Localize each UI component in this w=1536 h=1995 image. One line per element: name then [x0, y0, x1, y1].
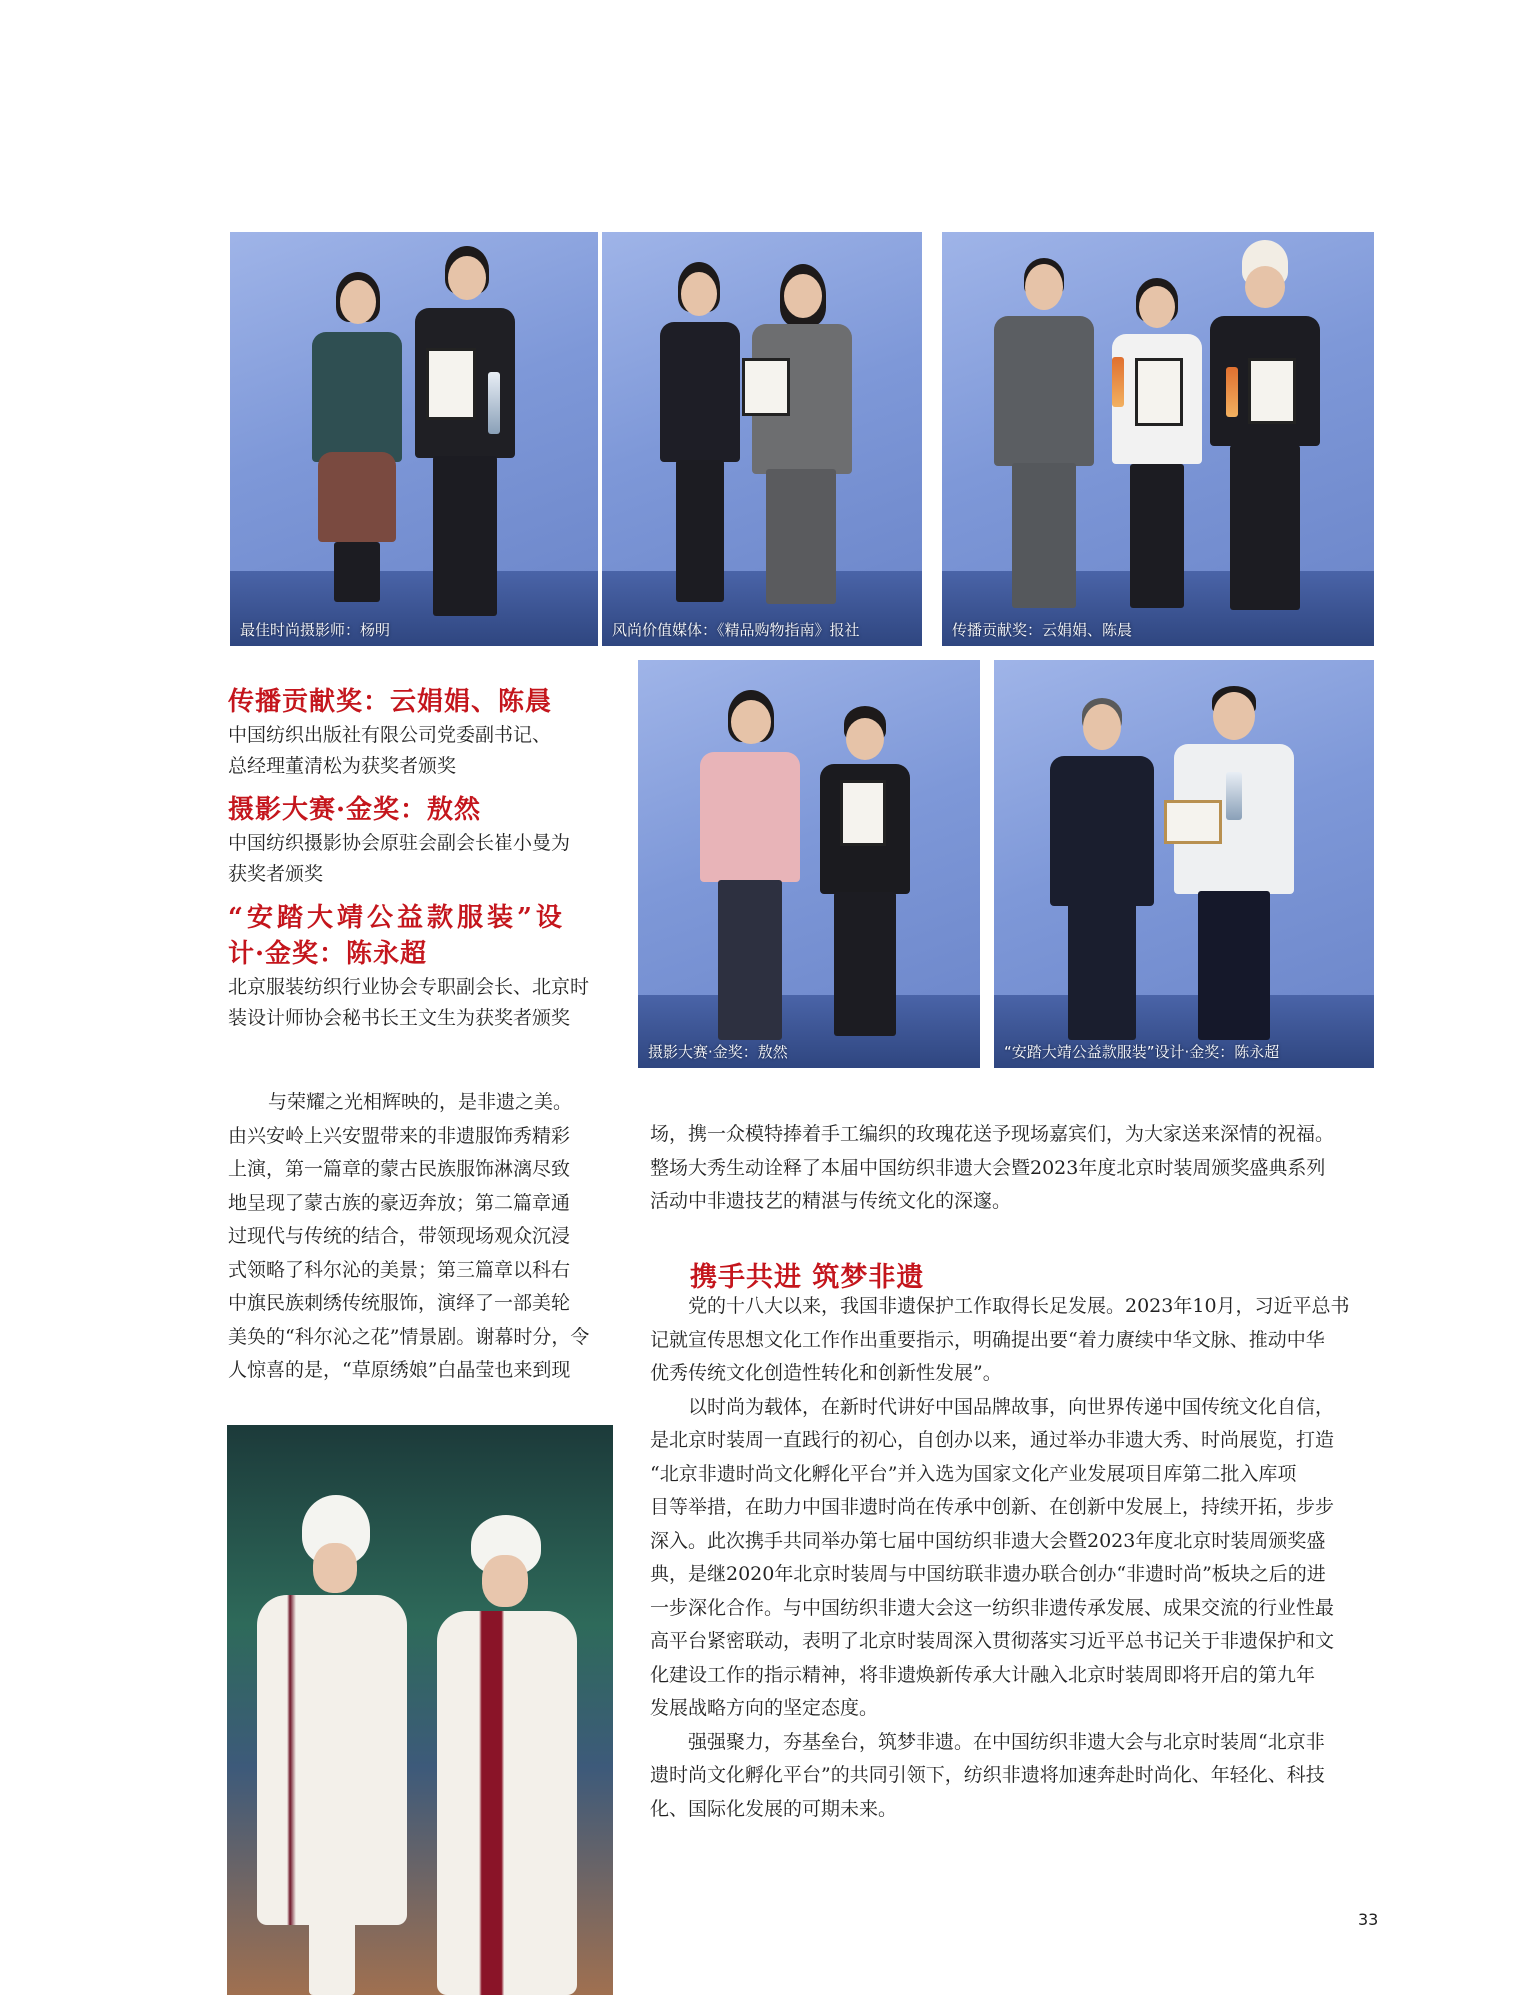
- text-line: 优秀传统文化创造性转化和创新性发展”。: [650, 1362, 1002, 1384]
- text-line: 一步深化合作。与中国纺织非遗大会这一纺织非遗传承发展、成果交流的行业性最: [650, 1596, 1335, 1619]
- presenter-figure: [994, 258, 1094, 608]
- text-line: 式领略了科尔沁的美景；第三篇章以科右: [228, 1258, 571, 1281]
- award-certificate: [1135, 358, 1183, 426]
- text-line: 以时尚为载体，在新时代讲好中国品牌故事，向世界传递中国传统文化自信，: [688, 1395, 1335, 1418]
- winner-figure: [752, 264, 852, 604]
- runway-model-female: [437, 1515, 577, 1995]
- text-line: 发展战略方向的坚定态度。: [650, 1697, 879, 1719]
- text-line: 场，携一众模特捧着手工编织的玫瑰花送予现场嘉宾们，为大家送来深情的祝福。: [650, 1123, 1335, 1145]
- photo-best-photographer: [230, 232, 598, 646]
- award-desc-line: 中国纺织出版社有限公司党委副书记、: [228, 724, 552, 746]
- award-desc-line: 北京服装纺织行业协会专职副会长、北京时: [228, 976, 590, 998]
- award-certificate: [840, 780, 886, 846]
- presenter-figure: [1050, 698, 1154, 1040]
- award-title: 传播贡献奖：云娟娟、陈晨: [228, 687, 553, 717]
- trophy: [1226, 367, 1238, 417]
- photo-caption: 最佳时尚摄影师：杨明: [240, 621, 391, 639]
- award-desc-line: 获奖者颁奖: [228, 863, 324, 885]
- left-column-text: [228, 1086, 613, 1388]
- text-line: 典，是继2020年北京时装周与中国纺联非遗办联合创办“非遗时尚”板块之后的进: [650, 1563, 1326, 1585]
- award-desc-line: 总经理董清松为获奖者颁奖: [228, 755, 457, 777]
- text-line: “北京非遗时尚文化孵化平台”并入选为国家文化产业发展项目库第二批入库项: [650, 1462, 1297, 1485]
- runway-photo: [227, 1425, 613, 1995]
- photo-caption: “安踏大靖公益款服装”设计·金奖：陈永超: [1004, 1043, 1280, 1061]
- text-line: 过现代与传统的结合，带领现场观众沉浸: [228, 1225, 571, 1247]
- award-desc-line: 装设计师协会秘书长王文生为获奖者颁奖: [228, 1007, 571, 1029]
- text-line: 与荣耀之光相辉映的，是非遗之美。: [268, 1091, 573, 1113]
- text-line: 深入。此次携手共同举办第七届中国纺织非遗大会暨2023年度北京时装周颁奖盛: [650, 1529, 1326, 1552]
- text-line: 化建设工作的指示精神，将非遗焕新传承大计融入北京时装周即将开启的第九年: [650, 1663, 1316, 1686]
- text-line: 化、国际化发展的可期未来。: [650, 1797, 898, 1820]
- award-title: 摄影大赛·金奖：敖然: [228, 795, 482, 825]
- text-line: 中旗民族刺绣传统服饰，演绎了一部美轮: [228, 1292, 571, 1314]
- winner-figure: [1174, 686, 1294, 1040]
- text-line: 是北京时装周一直践行的初心，自创办以来，通过举办非遗大秀、时尚展览，打造: [650, 1429, 1335, 1451]
- text-line: 遗时尚文化孵化平台”的共同引领下，纺织非遗将加速奔赴时尚化、年轻化、科技: [650, 1764, 1325, 1786]
- text-line: 美奂的“科尔沁之花”情景剧。谢幕时分，令: [228, 1325, 590, 1348]
- winner-figure: [1112, 278, 1202, 608]
- right-column-text: [650, 1118, 1378, 1219]
- text-line: 上演，第一篇章的蒙古民族服饰淋漓尽致: [228, 1158, 571, 1180]
- photo-media-award: [602, 232, 922, 646]
- text-line: 由兴安岭上兴安盟带来的非遗服饰秀精彩: [228, 1124, 571, 1147]
- winner-figure: [415, 246, 515, 616]
- text-line: 记就宣传思想文化工作作出重要指示，明确提出要“着力赓续中华文脉、推动中华: [650, 1328, 1325, 1351]
- award-certificate: [1248, 358, 1296, 424]
- runway-model-male: [257, 1495, 407, 1995]
- award-desc-line: 中国纺织摄影协会原驻会副会长崔小曼为: [228, 832, 571, 854]
- winner-figure: [1210, 240, 1320, 610]
- award-title: 计·金奖：陈永超: [228, 939, 428, 969]
- text-line: 活动中非遗技艺的精湛与传统文化的深邃。: [650, 1190, 1012, 1212]
- section-heading: 携手共进 筑梦非遗: [690, 1262, 925, 1293]
- photo-communication-award: [942, 232, 1374, 646]
- award-certificate: [1164, 800, 1222, 844]
- presenter-figure: [312, 272, 402, 602]
- photo-caption: 传播贡献奖：云娟娟、陈晨: [952, 621, 1133, 639]
- photo-caption: 摄影大赛·金奖：敖然: [648, 1043, 788, 1061]
- winner-figure: [820, 706, 910, 1036]
- text-line: 目等举措，在助力中国非遗时尚在传承中创新、在创新中发展上，持续开拓，步步: [650, 1496, 1335, 1518]
- award-block-communication: [228, 684, 616, 782]
- photo-caption: 风尚价值媒体：《精品购物指南》报社: [612, 621, 860, 639]
- award-title: “安踏大靖公益款服装”设: [228, 903, 566, 933]
- photo-photography-gold: [638, 660, 980, 1068]
- trophy: [1226, 772, 1242, 820]
- page-number: 33: [1358, 1910, 1379, 1929]
- award-block-photography: [228, 792, 616, 890]
- text-line: 地呈现了蒙古族的豪迈奔放；第二篇章通: [228, 1191, 571, 1214]
- presenter-figure: [700, 690, 800, 1040]
- text-line: 强强聚力，夯基垒台，筑梦非遗。在中国纺织非遗大会与北京时装周“北京非: [688, 1730, 1325, 1753]
- section-body: [650, 1290, 1378, 1826]
- trophy: [488, 372, 500, 434]
- award-block-design: [228, 900, 616, 1034]
- text-line: 高平台紧密联动，表明了北京时装周深入贯彻落实习近平总书记关于非遗保护和文: [650, 1630, 1335, 1652]
- photo-design-gold: [994, 660, 1374, 1068]
- text-line: 党的十八大以来，我国非遗保护工作取得长足发展。2023年10月，习近平总书: [688, 1295, 1350, 1317]
- award-certificate: [742, 358, 790, 416]
- presenter-figure: [660, 262, 740, 602]
- text-line: 整场大秀生动诠释了本届中国纺织非遗大会暨2023年度北京时装周颁奖盛典系列: [650, 1156, 1326, 1179]
- award-certificate: [426, 348, 476, 420]
- text-line: 人惊喜的是，“草原绣娘”白晶莹也来到现: [228, 1359, 571, 1381]
- trophy: [1112, 357, 1124, 407]
